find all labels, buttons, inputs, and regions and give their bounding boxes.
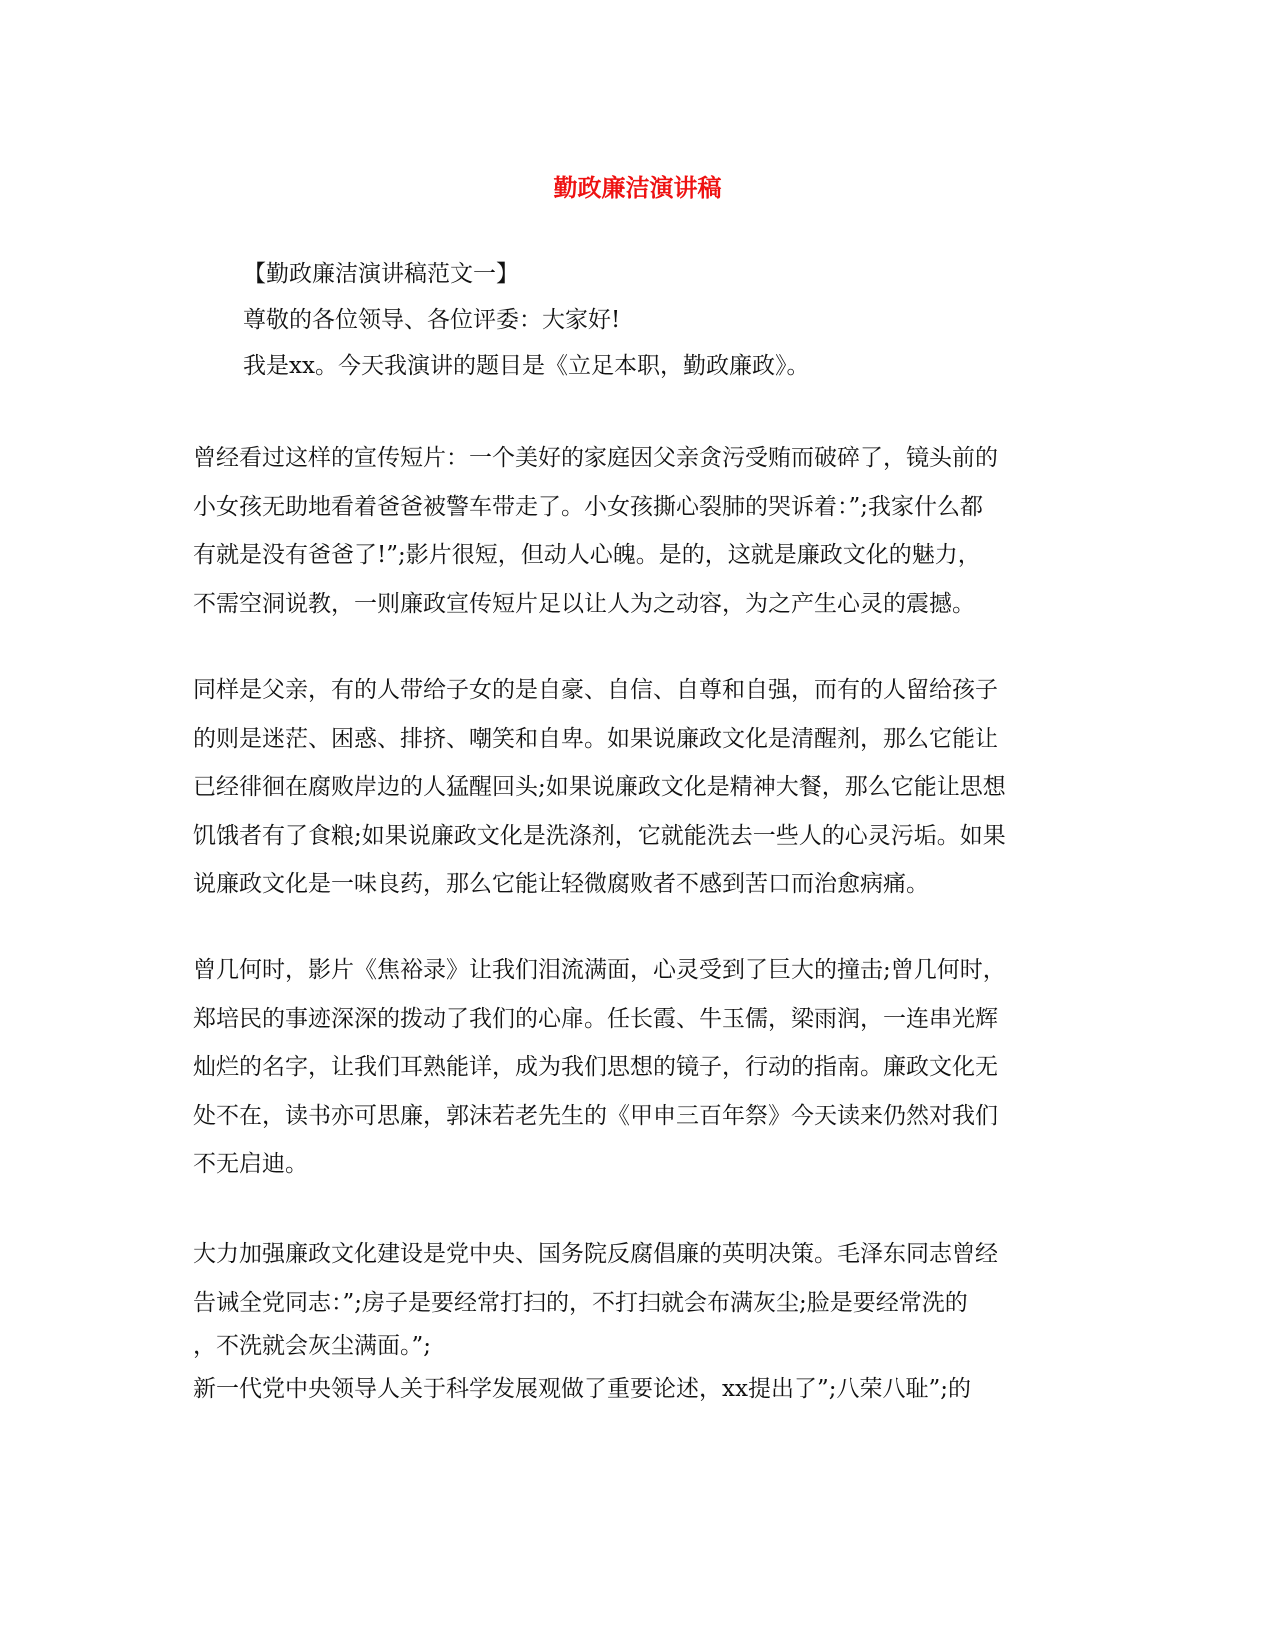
paragraph-line: ，不洗就会灰尘满面。”; [193, 1333, 432, 1359]
paragraph-3 [193, 946, 1083, 1189]
paragraph-line: 曾几何时，影片《焦裕录》让我们泪流满面，心灵受到了巨大的撞击;曾几何时， [193, 957, 1006, 983]
paragraph-line: 灿烂的名字，让我们耳熟能详，成为我们思想的镜子，行动的指南。廉政文化无 [193, 1054, 998, 1080]
paragraph-4 [193, 1230, 1083, 1414]
paragraph-line: 郑培民的事迹深深的拨动了我们的心扉。任长霞、牛玉儒，梁雨润，一连串光辉 [193, 1005, 998, 1032]
document-title: 勤政廉洁演讲稿 [553, 173, 722, 202]
paragraph-line: 新一代党中央领导人关于科学发展观做了重要论述，xx提出了”;八荣八耻”;的 [193, 1376, 971, 1402]
intro-heading: 【勤政廉洁演讲稿范文一】 [243, 261, 519, 287]
paragraph-line: 说廉政文化是一味良药，那么它能让轻微腐败者不感到苦口而治愈病痛。 [193, 871, 929, 897]
paragraph-line: 曾经看过这样的宣传短片：一个美好的家庭因父亲贪污受贿而破碎了，镜头前的 [193, 445, 998, 471]
paragraph-line: 不无启迪。 [193, 1151, 308, 1177]
paragraph-line: 有就是没有爸爸了!”;影片很短，但动人心魄。是的，这就是廉政文化的魅力， [193, 542, 981, 568]
paragraph-line: 不需空洞说教，一则廉政宣传短片足以让人为之动容，为之产生心灵的震撼。 [193, 590, 975, 617]
paragraph-line: 大力加强廉政文化建设是党中央、国务院反腐倡廉的英明决策。毛泽东同志曾经 [193, 1241, 998, 1267]
paragraph-line: 同样是父亲，有的人带给子女的是自豪、自信、自尊和自强，而有的人留给孩子 [193, 677, 998, 703]
paragraph-line: 饥饿者有了食粮;如果说廉政文化是洗涤剂，它就能洗去一些人的心灵污垢。如果 [193, 822, 1006, 849]
paragraph-line: 处不在，读书亦可思廉，郭沫若老先生的《甲申三百年祭》今天读来仍然对我们 [193, 1102, 998, 1129]
paragraph-line: 的则是迷茫、困惑、排挤、嘲笑和自卑。如果说廉政文化是清醒剂，那么它能让 [193, 725, 998, 752]
paragraph-2 [193, 666, 1083, 909]
paragraph-1 [193, 434, 1083, 628]
paragraph-line: 已经徘徊在腐败岸边的人猛醒回头;如果说廉政文化是精神大餐，那么它能让思想 [193, 774, 1006, 800]
paragraph-line: 告诫全党同志：”;房子是要经常打扫的，不打扫就会布满灰尘;脸是要经常洗的 [193, 1289, 968, 1316]
intro-topic: 我是xx。今天我演讲的题目是《立足本职，勤政廉政》。 [243, 353, 810, 379]
intro-greeting: 尊敬的各位领导、各位评委：大家好! [243, 307, 621, 333]
paragraph-line: 小女孩无助地看着爸爸被警车带走了。小女孩撕心裂肺的哭诉着：”;我家什么都 [193, 493, 984, 520]
